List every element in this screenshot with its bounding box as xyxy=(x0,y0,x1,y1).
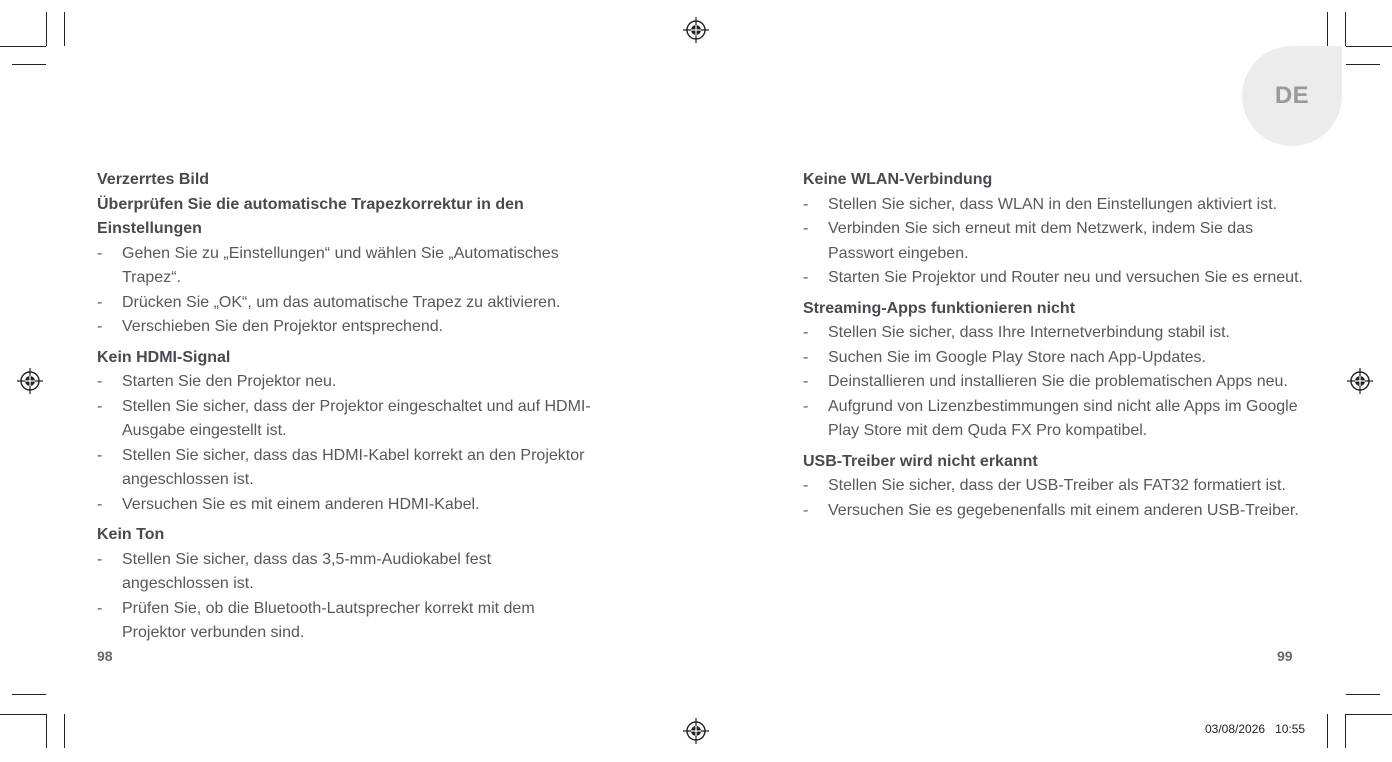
bullet-list xyxy=(803,474,1303,523)
section-subtitle: Überprüfen Sie die automatische Trapezkorrektur in den Einstellungen xyxy=(97,195,524,237)
list-item: - Stellen Sie sicher, dass WLAN in den Einstellungen aktiviert ist. xyxy=(803,195,1278,213)
crop-mark xyxy=(1345,12,1346,46)
section-no-hdmi-signal xyxy=(97,346,597,518)
crop-mark xyxy=(1346,64,1380,65)
list-item: - Aufgrund von Lizenzbestimmungen sind nicht alle Apps im Google Play Store mit dem Quda FX Pro kompatibel. xyxy=(803,397,1298,439)
section-title: Kein Ton xyxy=(97,526,165,543)
crop-mark xyxy=(1345,714,1346,748)
section-title: USB-Treiber wird nicht erkannt xyxy=(803,452,1038,470)
section-distorted-image xyxy=(97,168,597,340)
list-item: - Stellen Sie sicher, dass Ihre Internetverbindung stabil ist. xyxy=(803,324,1230,341)
list-item: - Stellen Sie sicher, dass das HDMI-Kabel korrekt an den Projektor angeschlossen ist. xyxy=(97,446,585,488)
bullet-list xyxy=(97,242,597,340)
crop-mark xyxy=(12,64,46,65)
section-title: Streaming-Apps funktionieren nicht xyxy=(803,299,1076,317)
right-page-content xyxy=(803,168,1303,523)
bullet-list xyxy=(803,193,1303,291)
section-title: Kein HDMI-Signal xyxy=(97,348,231,366)
crosshair-registration-icon xyxy=(1347,368,1373,394)
list-item: - Deinstallieren und installieren Sie die problematischen Apps neu. xyxy=(803,373,1288,390)
print-time: 10:55 xyxy=(1275,722,1306,736)
page-number: 99 xyxy=(1277,648,1293,664)
list-item: - Verschieben Sie den Projektor entsprechend. xyxy=(97,318,444,335)
section-title: Verzerrtes Bild xyxy=(97,171,210,188)
list-item: - Stellen Sie sicher, dass der Projektor eingeschaltet und auf HDMI-Ausgabe eingestellt ist. xyxy=(97,397,591,439)
crosshair-registration-icon xyxy=(17,368,43,394)
language-badge xyxy=(1242,46,1342,146)
bullet-list xyxy=(97,548,597,646)
crop-mark xyxy=(12,694,46,695)
list-item: - Stellen Sie sicher, dass das 3,5-mm-Audiokabel fest angeschlossen ist. xyxy=(97,550,492,592)
list-item: - Suchen Sie im Google Play Store nach App-Updates. xyxy=(803,348,1206,366)
bullet-list xyxy=(97,370,597,517)
section-usb-driver xyxy=(803,450,1303,524)
crop-mark xyxy=(1346,694,1380,695)
list-item: - Starten Sie den Projektor neu. xyxy=(97,373,337,390)
section-streaming-apps xyxy=(803,297,1303,444)
section-no-wlan xyxy=(803,168,1303,291)
list-item: - Stellen Sie sicher, dass der USB-Treiber als FAT32 formatiert ist. xyxy=(803,477,1286,494)
crop-mark xyxy=(0,714,46,715)
list-item: - Drücken Sie „OK“, um das automatische Trapez zu aktivieren. xyxy=(97,293,561,311)
crop-mark xyxy=(46,12,47,46)
list-item: - Verbinden Sie sich erneut mit dem Netzwerk, indem Sie das Passwort eingeben. xyxy=(803,220,1254,262)
crop-mark xyxy=(46,714,47,748)
left-page-content xyxy=(97,168,597,646)
crop-mark xyxy=(0,46,46,47)
page-number: 98 xyxy=(97,648,113,664)
list-item: - Gehen Sie zu „Einstellungen“ und wählen Sie „Automatisches Trapez“. xyxy=(97,244,559,286)
crop-mark xyxy=(1346,714,1392,715)
list-item: - Versuchen Sie es mit einem anderen HDMI-Kabel. xyxy=(97,495,480,513)
print-date: 03/08/2026 xyxy=(1205,722,1266,736)
section-no-sound xyxy=(97,523,597,646)
crop-mark xyxy=(64,12,65,46)
crosshair-registration-icon xyxy=(683,718,709,744)
section-title: Keine WLAN-Verbindung xyxy=(803,171,993,188)
language-badge-label: DE xyxy=(1274,82,1310,109)
crosshair-registration-icon xyxy=(683,17,709,43)
list-item: - Prüfen Sie, ob die Bluetooth-Lautsprecher korrekt mit dem Projektor verbunden sind. xyxy=(97,599,535,641)
crop-mark xyxy=(1346,46,1392,47)
bullet-list xyxy=(803,321,1303,444)
crop-mark xyxy=(1327,12,1328,46)
crop-mark xyxy=(64,714,65,748)
print-timestamp xyxy=(1205,722,1305,736)
list-item: - Starten Sie Projektor und Router neu und versuchen Sie es erneut. xyxy=(803,269,1303,286)
crop-mark xyxy=(1327,714,1328,748)
list-item: - Versuchen Sie es gegebenenfalls mit einem anderen USB-Treiber. xyxy=(803,501,1299,519)
